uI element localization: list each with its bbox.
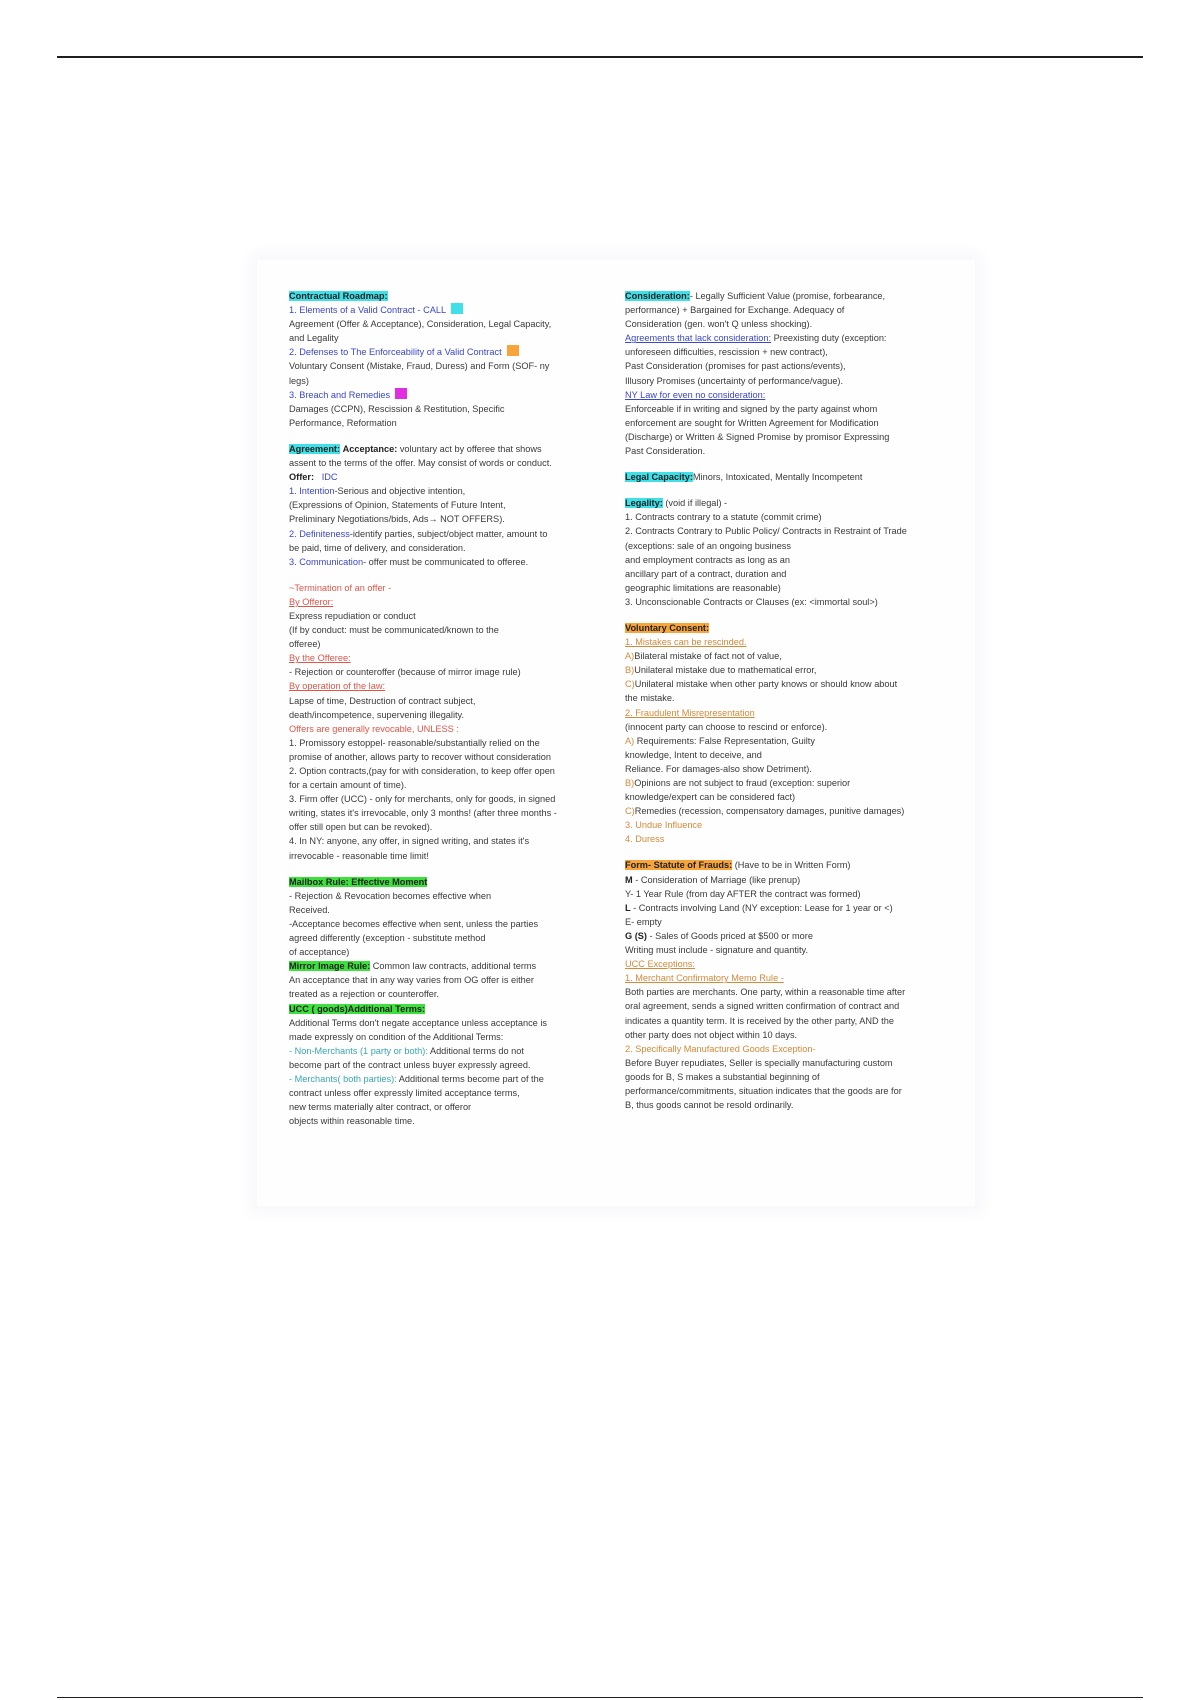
legality-text: (void if illegal) - [665,498,728,509]
sof-g-label: G (S) [625,930,647,941]
mailbox-text-a: - Rejection & Revocation becomes effective when [289,890,492,901]
mailbox-text-d: agreed differently (exception - substitute method [289,933,486,944]
consideration-title: Consideration: [625,291,690,301]
merchants-text-c: new terms materially alter contract, or offeror [289,1102,472,1113]
fraud-b-label: A) [625,735,635,746]
left-column [289,289,607,1128]
by-offeree-label: By the Offeree: [289,653,351,664]
mistake-b-text: Unilateral mistake due to mathematical error, [634,665,817,676]
lack-consideration-label: Agreements that lack consideration: [625,333,772,344]
fraud-b-text: Requirements: False Representation, Guilty [634,735,815,746]
legality-item-2c: ancillary part of a contract, duration and [625,568,787,579]
roadmap-item-3-detail-a: Damages (CCPN), Rescission & Restitution, Specific [289,403,505,414]
mistake-a-text: Bilateral mistake of fact not of value, [634,651,782,662]
specially-text-a: Before Buyer repudiates, Seller is specially manufacturing custom [625,1057,893,1068]
mirror-text-c: treated as a rejection or counteroffer. [289,989,439,1000]
merchants-label: - Merchants( both parties): [289,1073,397,1084]
ny-text-b: enforcement are sought for Written Agreement for Modification [625,417,879,428]
offer-code: IDC [321,472,338,483]
mirror-text-a: Common law contracts, additional terms [372,961,537,972]
memo-text-a: Both parties are merchants. One party, within a reasonable time after [625,987,906,998]
by-operation-label: By operation of the law: [289,681,386,692]
duress: 4. Duress [625,834,665,845]
mailbox-text-e: of acceptance) [289,947,350,958]
fraud-text-a: (innocent party can choose to rescind or enforce). [625,721,828,732]
revocable-1b: promise of another, allows party to recover without consideration [289,751,551,762]
mistake-c-text-2: the mistake. [625,693,675,704]
memo-heading: 1. Merchant Confirmatory Memo Rule - [625,973,784,984]
fraud-e-text: Opinions are not subject to fraud (exception: superior [634,778,851,788]
sof-l-text: - Contracts involving Land (NY exception: Lease for 1 year or <) [630,902,893,913]
offer-label: Offer: [289,472,315,483]
merchants-text-a: Additional terms become part of the [398,1073,544,1084]
memo-text-c: indicates a quantity term. It is received by the other party, AND the [625,1015,894,1026]
revocable-3c: offer still open but can be revoked). [289,822,433,833]
fraud-text-c: knowledge, Intent to deceive, and [625,749,762,760]
sof-writing-text: Writing must include - signature and quantity. [625,945,808,956]
agreement-title: Agreement: [289,443,341,454]
revocable-3a: 3. Firm offer (UCC) - only for merchants, only for goods, in signed [289,794,556,805]
acceptance-text-b: assent to the terms of the offer. May consist of words or conduct. [289,458,552,469]
sof-e-text: E- empty [625,916,662,927]
cyan-color-square-icon [451,303,463,314]
ny-law-label: NY Law for even no consideration: [625,389,766,400]
intention-text-c: Preliminary Negotiations/bids, Ads→ NOT OFFERS). [289,514,505,525]
definiteness-label: Definiteness [299,528,350,539]
mirror-title: Mirror Image Rule: [289,961,371,972]
acceptance-text-a: voluntary act by offeree that shows [399,443,542,454]
definiteness-text-a: -identify parties, subject/object matter, amount to [349,528,548,539]
revocable-1a: 1. Promissory estoppel- reasonable/substantially relied on the [289,737,540,748]
fraud-text-d: Reliance. For damages-also show Detriment). [625,763,812,774]
form-title: Form- Statute of Frauds: [625,860,733,871]
mailbox-text-c: -Acceptance becomes effective when sent, unless the parties [289,918,539,929]
roadmap-item-2-detail-b: legs) [289,375,309,386]
non-merchants-text-b: become part of the contract unless buyer expressly agreed. [289,1059,531,1070]
form-text: (Have to be in Written Form) [732,860,851,871]
roadmap-item-3-detail-b: Performance, Reformation [289,417,397,428]
magenta-color-square-icon [395,388,407,399]
non-merchants-text-a: Additional terms do not [429,1045,524,1056]
legality-item-2: 2. Contracts Contrary to Public Policy/ Contracts in Restraint of Trade [625,526,907,537]
right-column [625,289,960,1112]
intention-num: 1. [289,486,297,497]
memo-text-b: oral agreement, sends a signed written confirmation of contract and [625,1001,900,1012]
legality-item-2b: and employment contracts as long as an [625,554,790,565]
roadmap-item-2: 2. Defenses to The Enforceability of a Valid Contract [289,347,502,358]
roadmap-title: Contractual Roadmap: [289,291,388,301]
mistake-a-label: A) [625,651,635,662]
ucc-text-a: Additional Terms don't negate acceptance unless acceptance is [289,1017,547,1028]
roadmap-item-2-detail-a: Voluntary Consent (Mistake, Fraud, Duress) and Form (SOF- ny [289,361,550,372]
specially-text-b: goods for B, S makes a substantial beginning of [625,1071,820,1082]
ny-text-d: Past Consideration. [625,446,706,457]
definiteness-text-b: be paid, time of delivery, and consideration. [289,542,466,553]
specially-text-d: B, thus goods cannot be resold ordinarily. [625,1100,794,1111]
mistake-c-label: C) [625,679,635,690]
mailbox-text-b: Received. [289,904,330,915]
sof-y-text: Y- 1 Year Rule (from day AFTER the contract was formed) [625,888,861,899]
orange-color-square-icon [507,345,519,356]
mailbox-title: Mailbox Rule: Effective Moment [289,876,428,887]
communication-label: Communication [299,556,364,567]
consent-title: Voluntary Consent: [625,622,710,633]
communication-num: 3. [289,556,297,567]
ny-text-a: Enforceable if in writing and signed by the party against whom [625,403,878,414]
by-offeree-text-a: - Rejection or counteroffer (because of mirror image rule) [289,667,521,678]
ucc-exceptions-heading: UCC Exceptions: [625,959,695,970]
specially-text-c: performance/commitments, situation indicates that the goods are for [625,1085,902,1096]
consideration-text-b: performance) + Bargained for Exchange. Adequacy of [625,305,845,316]
revocable-4b: irrevocable - reasonable time limit! [289,850,429,861]
roadmap-item-1: 1. Elements of a Valid Contract - CALL [289,305,447,316]
sof-m-label: M [625,874,633,885]
intention-label: Intention [299,486,335,497]
merchants-text-d: objects within reasonable time. [289,1116,415,1127]
legality-item-1: 1. Contracts contrary to a statute (commit crime) [625,512,822,523]
intention-text-b: (Expressions of Opinion, Statements of Future Intent, [289,500,506,511]
legality-item-2d: geographic limitations are reasonable) [625,582,781,593]
bottom-rule [57,1697,1143,1698]
intention-text-a: -Serious and objective intention, [334,486,466,497]
memo-text-d: other party does not object within 10 days. [625,1029,798,1040]
ucc-title: UCC ( goods)Additional Terms: [289,1003,426,1014]
fraud-text-f: knowledge/expert can be considered fact) [625,792,796,803]
revocable-3b: writing, states it's irrevocable, only 3 months! (after three months - [289,808,557,819]
mistakes-heading: 1. Mistakes can be rescinded. [625,637,747,648]
definiteness-num: 2. [289,528,297,539]
revocable-4a: 4. In NY: anyone, any offer, in signed writing, and states it's [289,836,530,847]
sof-g-text: - Sales of Goods priced at $500 or more [646,930,813,941]
mistake-b-label: B) [625,665,635,676]
by-operation-text-a: Lapse of time, Destruction of contract subject, [289,695,476,706]
lack-text-a: Preexisting duty (exception: [773,333,887,344]
merchants-text-b: contract unless offer expressly limited acceptance terms, [289,1088,520,1099]
revocable-2a: 2. Option contracts,(pay for with consideration, to keep offer open [289,766,555,776]
specially-heading: 2. Specifically Manufactured Goods Exception- [625,1043,816,1054]
mistake-c-text: Unilateral mistake when other party knows or should know about [634,679,898,690]
roadmap-item-3: 3. Breach and Remedies [289,389,391,400]
termination-title: ~Termination of an offer - [289,582,392,593]
ucc-text-b: made expressly on condition of the Additional Terms: [289,1031,504,1042]
by-offeror-text-c: offeree) [289,639,321,650]
roadmap-item-1-detail-a: Agreement (Offer & Acceptance), Consideration, Legal Capacity, [289,319,552,330]
revocable-2b: for a certain amount of time). [289,780,407,791]
fraud-g-text: Remedies (recession, compensatory damages, punitive damages) [634,806,905,817]
acceptance-label: Acceptance: [342,443,398,454]
by-offeror-text-a: Express repudiation or conduct [289,610,416,621]
consideration-text-a: - Legally Sufficient Value (promise, forbearance, [689,291,886,301]
lack-text-c: Past Consideration (promises for past actions/events), [625,361,846,372]
legality-item-2a: (exceptions: sale of an ongoing business [625,540,791,551]
legality-title: Legality: [625,498,663,509]
lack-text-b: unforeseen difficulties, rescission + new contract), [625,347,828,358]
capacity-text: Minors, Intoxicated, Mentally Incompetent [692,472,863,483]
revocable-heading: Offers are generally revocable, UNLESS : [289,723,459,734]
fraud-e-label: B) [625,778,635,788]
non-merchants-label: - Non-Merchants (1 party or both): [289,1045,428,1056]
fraud-heading: 2. Fraudulent Misrepresentation [625,707,755,718]
by-operation-text-b: death/incompetence, supervening illegality. [289,709,465,720]
by-offeror-label: By Offeror: [289,596,334,607]
sof-m-text: - Consideration of Marriage (like prenup) [632,874,801,885]
legality-item-3: 3. Unconscionable Contracts or Clauses (ex: <immortal soul>) [625,596,878,607]
roadmap-item-1-detail-b: and Legality [289,333,339,344]
capacity-title: Legal Capacity: [625,472,693,483]
lack-text-d: Illusory Promises (uncertainty of performance/vague). [625,375,844,386]
consideration-text-c: Consideration (gen. won't Q unless shocking). [625,319,813,330]
top-rule [57,56,1143,58]
ny-text-c: (Discharge) or Written & Signed Promise by promisor Expressing [625,431,890,442]
undue-influence: 3. Undue Influence [625,820,703,831]
by-offeror-text-b: (If by conduct: must be communicated/known to the [289,625,499,636]
communication-text-a: - offer must be communicated to offeree. [363,556,529,567]
fraud-g-label: C) [625,806,635,817]
mirror-text-b: An acceptance that in any way varies from OG offer is either [289,975,534,986]
sof-l-label: L [625,902,631,913]
